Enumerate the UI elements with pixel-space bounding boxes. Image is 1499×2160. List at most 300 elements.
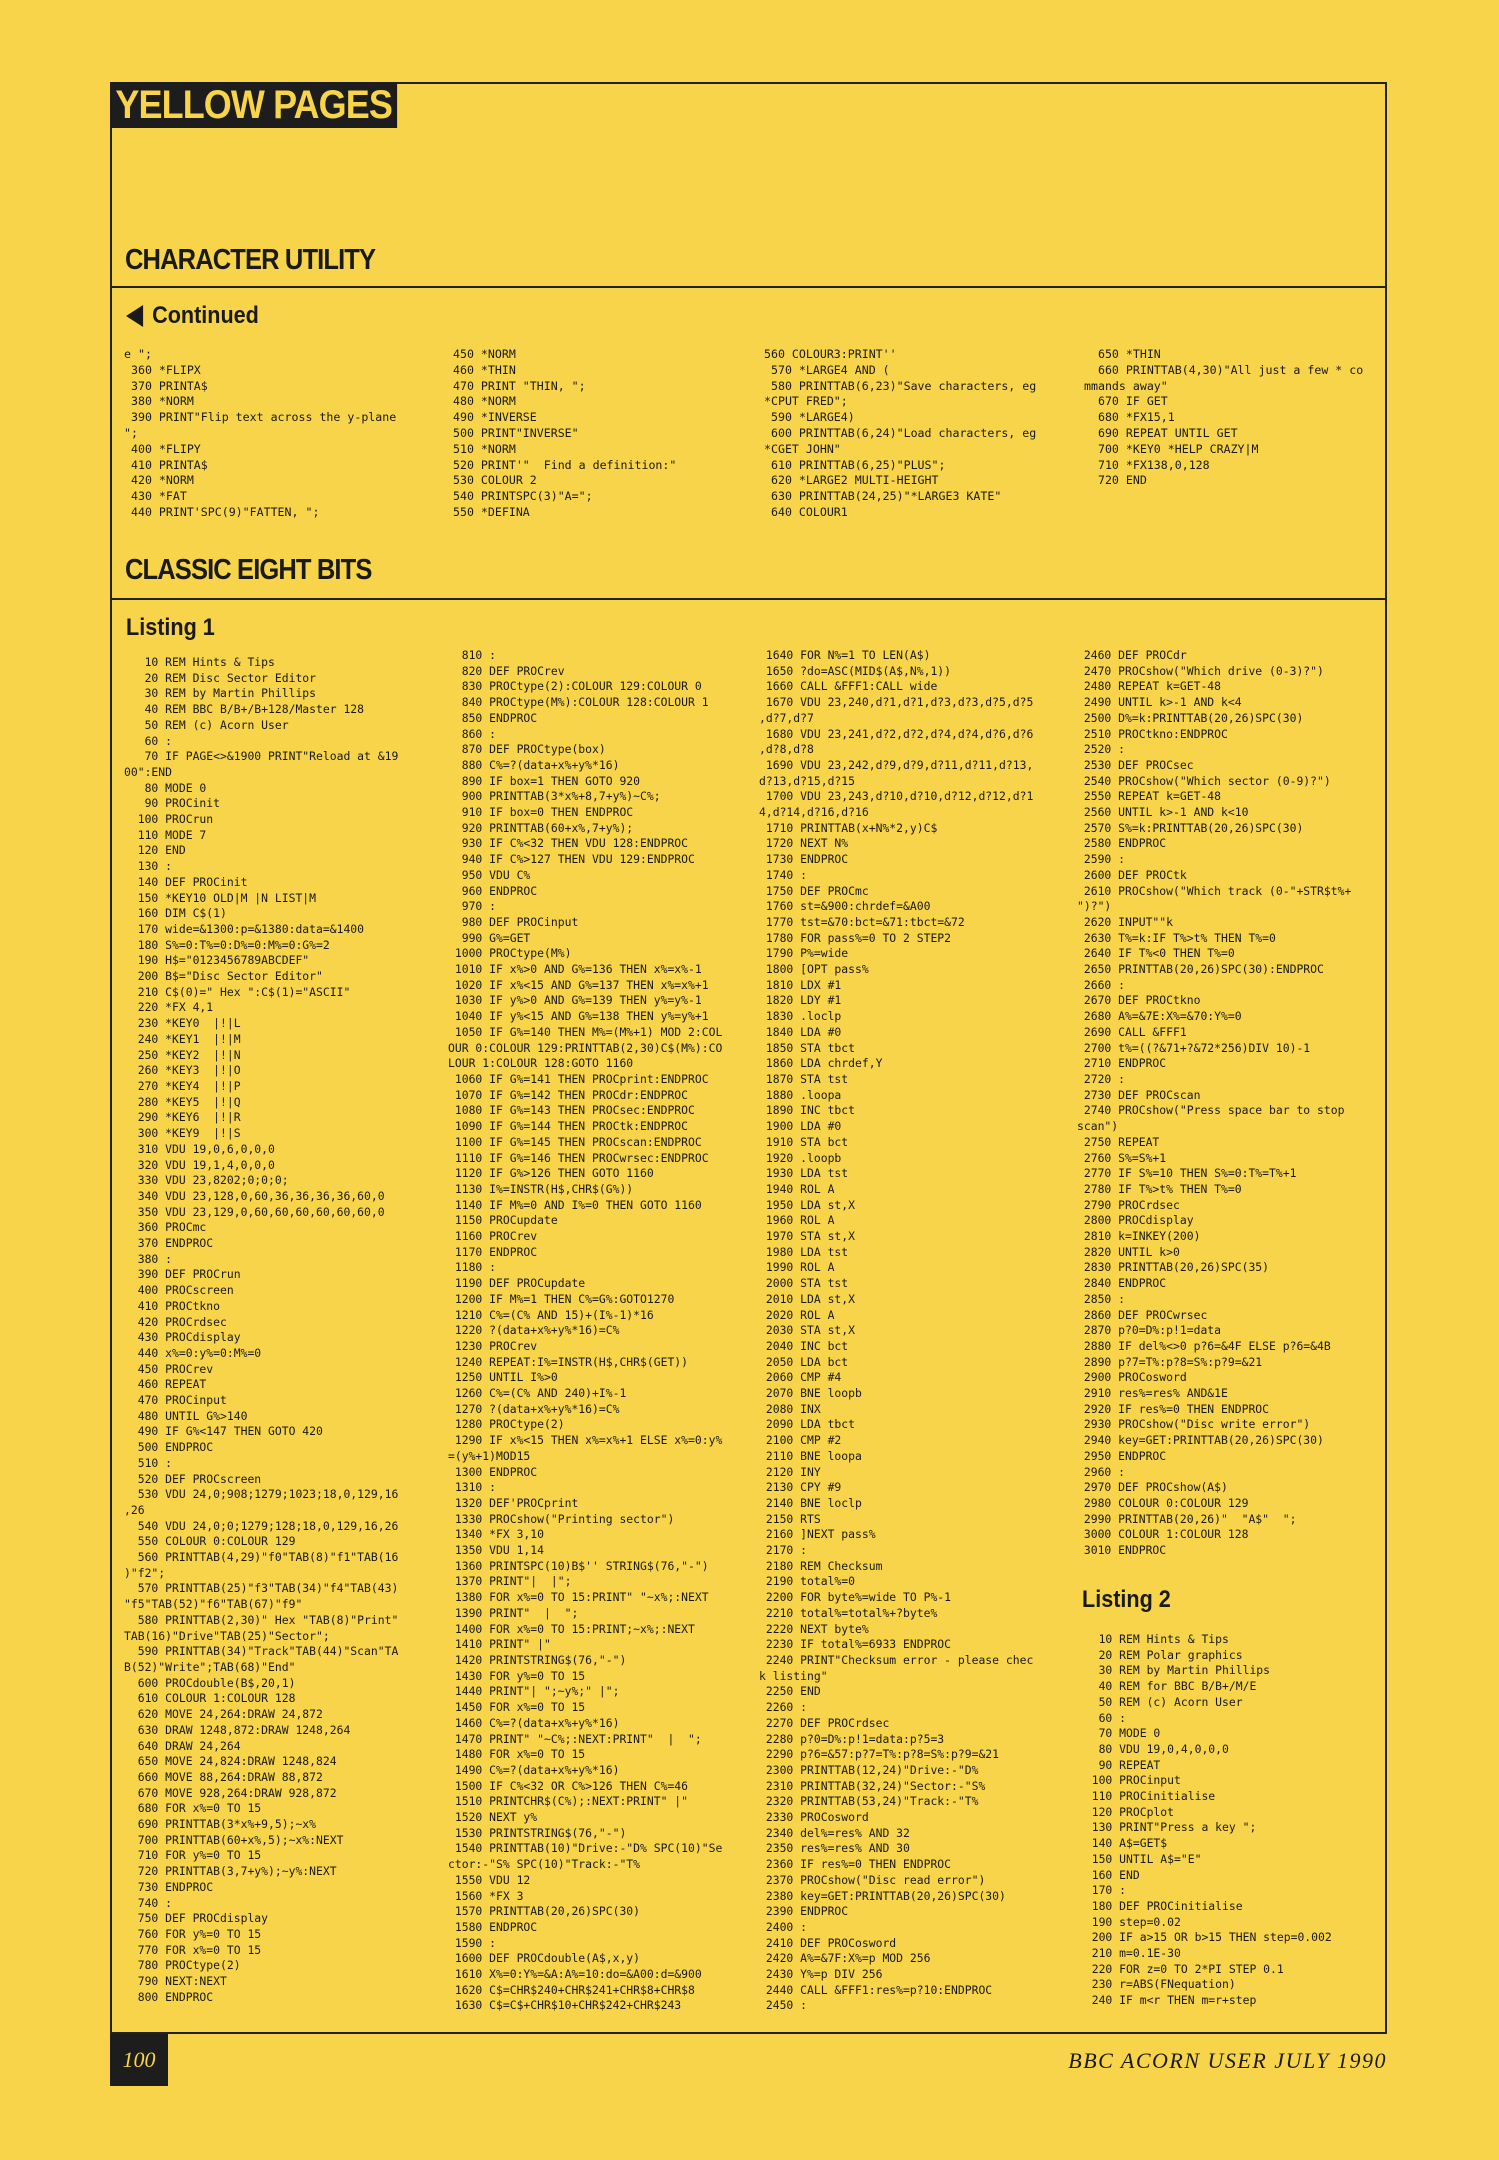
code-line: 1490 C%=?(data+x%+y%*16) (448, 1762, 620, 1777)
code-line: 2310 PRINTTAB(32,24)"Sector:-"S% (759, 1778, 986, 1793)
code-line: 480 *NORM (453, 394, 516, 409)
listing-2-heading: Listing 2 (1082, 1586, 1171, 1613)
code-line: 720 PRINTTAB(3,7+y%);~y%:NEXT (124, 1864, 337, 1879)
code-line: 1530 PRINTSTRING$(76,"-") (448, 1825, 627, 1840)
code-line: 2270 DEF PROCrdsec (759, 1715, 890, 1730)
code-line: 790 NEXT:NEXT (124, 1974, 227, 1989)
code-line: 120 END (124, 843, 186, 858)
code-line: 1590 : (448, 1935, 497, 1950)
code-line: 2370 PROCshow("Disc read error") (759, 1872, 986, 1887)
code-line: 890 IF box=1 THEN GOTO 920 (448, 773, 641, 788)
code-line: 590 PRINTTAB(34)"Track"TAB(44)"Scan"TA (124, 1644, 399, 1659)
code-line: 850 ENDPROC (448, 710, 538, 725)
code-line: 1810 LDX #1 (759, 977, 842, 992)
code-line: 2430 Y%=p DIV 256 (759, 1967, 883, 1982)
code-line: 1060 IF G%=141 THEN PROCprint:ENDPROC (448, 1071, 709, 1086)
code-line: 660 MOVE 88,264:DRAW 88,872 (124, 1769, 323, 1784)
code-line: 50 REM (c) Acorn User (124, 717, 289, 732)
code-line: 1820 LDY #1 (759, 993, 842, 1008)
code-line: 2290 p?6=&57:p?7=T%:p?8=S%:p?9=&21 (759, 1747, 1000, 1762)
code-line: 2380 key=GET:PRINTTAB(20,26)SPC(30) (759, 1888, 1006, 1903)
code-line: 1650 ?do=ASC(MID$(A$,N%,1)) (759, 663, 952, 678)
code-line: 880 C%=?(data+x%+y%*16) (448, 757, 620, 772)
code-line: 1090 IF G%=144 THEN PROCtk:ENDPROC (448, 1119, 689, 1134)
code-line: 550 COLOUR 0:COLOUR 129 (124, 1534, 296, 1549)
code-line: 00":END (124, 764, 173, 779)
code-line: 770 FOR x%=0 TO 15 (124, 1942, 262, 1957)
code-line: 1030 IF y%>0 AND G%=139 THEN y%=y%-1 (448, 993, 702, 1008)
code-line: 1240 REPEAT:I%=INSTR(H$,CHR$(GET)) (448, 1354, 689, 1369)
code-line: 170 : (1078, 1883, 1127, 1898)
code-line: 10 REM Hints & Tips (124, 655, 275, 669)
code-line: 490 IF G%<147 THEN GOTO 420 (124, 1424, 323, 1439)
code-line: 650 MOVE 24,824:DRAW 1248,824 (124, 1754, 337, 1769)
continued-heading (126, 302, 259, 330)
code-line: 1020 IF x%<15 AND G%=137 THEN x%=x%+1 (448, 977, 709, 992)
code-line: 470 PRINT "THIN, "; (453, 378, 586, 393)
code-line: 1160 PROCrev (448, 1229, 538, 1244)
code-line: 1180 : (448, 1260, 497, 1275)
code-line: 1970 STA st,X (759, 1229, 856, 1244)
code-line: 2170 : (759, 1543, 808, 1558)
code-line: 830 PROCtype(2):COLOUR 129:COLOUR 0 (448, 679, 702, 694)
code-line: 370 ENDPROC (124, 1236, 214, 1251)
code-line: 2950 ENDPROC (1077, 1448, 1167, 1463)
code-line: 1640 FOR N%=1 TO LEN(A$) (759, 648, 931, 662)
code-line: 1480 FOR x%=0 TO 15 (448, 1747, 586, 1762)
code-line: 680 FOR x%=0 TO 15 (124, 1801, 262, 1816)
code-line: 190 H$="0123456789ABCDEF" (124, 953, 310, 968)
code-line: 230 *KEY0 |!|L (124, 1016, 241, 1031)
code-line: 1870 STA tst (759, 1071, 849, 1086)
code-line: 110 PROCinitialise (1078, 1789, 1216, 1804)
code-line: 2780 IF T%>t% THEN T%=0 (1077, 1181, 1242, 1196)
code-column (124, 347, 396, 521)
code-line: 410 PROCtkno (124, 1298, 221, 1313)
code-line: 680 *FX15,1 (1084, 410, 1175, 425)
code-line: 70 MODE 0 (1078, 1726, 1161, 1741)
code-line: 1410 PRINT" |" (448, 1637, 551, 1652)
code-line: 240 IF m<r THEN m=r+step (1078, 1993, 1257, 2008)
code-line: 150 *KEY10 OLD|M |N LIST|M (124, 890, 317, 905)
code-line: 1550 VDU 12 (448, 1872, 531, 1887)
code-line: 2280 p?0=D%:p!1=data:p?5=3 (759, 1731, 945, 1746)
code-line: 580 PRINTTAB(2,30)" Hex "TAB(8)"Print" (124, 1612, 399, 1627)
code-line: 1560 *FX 3 (448, 1888, 524, 1903)
code-line: 2020 ROL A (759, 1307, 835, 1322)
code-line: 810 : (448, 648, 497, 662)
code-line: 200 B$="Disc Sector Editor" (124, 969, 323, 984)
code-line: 2620 INPUT""k (1077, 914, 1174, 929)
code-line: 1260 C%=(C% AND 240)+I%-1 (448, 1386, 627, 1401)
code-line: mmands away" (1084, 378, 1168, 393)
code-line: 1990 ROL A (759, 1260, 835, 1275)
code-line: 1170 ENDPROC (448, 1244, 538, 1259)
code-line: 280 *KEY5 |!|Q (124, 1094, 241, 1109)
code-line: 2320 PRINTTAB(53,24)"Track:-"T% (759, 1794, 979, 1809)
code-line: 1930 LDA tst (759, 1166, 849, 1181)
code-line: 1680 VDU 23,241,d?2,d?2,d?4,d?4,d?6,d?6 (759, 726, 1034, 741)
code-line: 630 DRAW 1248,872:DRAW 1248,264 (124, 1722, 351, 1737)
code-line: 1380 FOR x%=0 TO 15:PRINT" "~x%;:NEXT (448, 1590, 709, 1605)
code-line: *CPUT FRED"; (764, 394, 848, 409)
code-line: 570 PRINTTAB(25)"f3"TAB(34)"f4"TAB(43) (124, 1581, 399, 1596)
code-line: 2610 PROCshow("Which track (0-"+STR$t%+ (1077, 883, 1352, 898)
code-line: 2080 INX (759, 1401, 821, 1416)
code-line: 1670 VDU 23,240,d?1,d?1,d?3,d?3,d?5,d?5 (759, 695, 1034, 710)
code-line: 2980 COLOUR 0:COLOUR 129 (1077, 1495, 1249, 1510)
code-line: 2600 DEF PROCtk (1077, 867, 1187, 882)
code-line: 430 PROCdisplay (124, 1330, 241, 1345)
code-line: 2120 INY (759, 1464, 821, 1479)
code-line: "; (124, 425, 138, 440)
code-line: 1150 PROCupdate (448, 1213, 558, 1228)
code-line: 2540 PROCshow("Which sector (0-9)?") (1077, 773, 1331, 788)
code-line: 1790 P%=wide (759, 946, 849, 961)
code-line: 1800 [OPT pass% (759, 962, 869, 977)
code-line: 530 COLOUR 2 (453, 473, 537, 488)
code-line: 640 COLOUR1 (764, 504, 848, 519)
code-line: 1080 IF G%=143 THEN PROCsec:ENDPROC (448, 1103, 695, 1118)
code-line: 340 VDU 23,128,0,60,36,36,36,36,60,0 (124, 1188, 385, 1203)
code-line: 3010 ENDPROC (1077, 1543, 1167, 1558)
code-line: ")?") (1077, 899, 1112, 914)
code-line: 1330 PROCshow("Printing sector") (448, 1511, 675, 1526)
code-line: k listing" (759, 1668, 828, 1683)
code-line: LOUR 1:COLOUR 128:GOTO 1160 (448, 1056, 634, 1071)
code-line: 100 PROCrun (124, 812, 214, 827)
code-line: 560 PRINTTAB(4,29)"f0"TAB(8)"f1"TAB(16 (124, 1550, 399, 1565)
code-line: 330 VDU 23,8202;0;0;0; (124, 1173, 289, 1188)
code-line: 420 PROCrdsec (124, 1314, 227, 1329)
code-line: 1190 DEF PROCupdate (448, 1276, 586, 1291)
code-line: 2100 CMP #2 (759, 1433, 842, 1448)
code-line: 1040 IF y%<15 AND G%=138 THEN y%=y%+1 (448, 1009, 709, 1024)
code-line: 2590 : (1077, 852, 1126, 867)
code-line: 480 UNTIL G%>140 (124, 1408, 248, 1423)
code-line: 670 MOVE 928,264:DRAW 928,872 (124, 1785, 337, 1800)
code-line: 1270 ?(data+x%+y%*16)=C% (448, 1401, 620, 1416)
code-line: 230 r=ABS(FNequation) (1078, 1977, 1236, 1992)
code-line: 1470 PRINT" "~C%;:NEXT:PRINT" | "; (448, 1731, 702, 1746)
code-line: 660 PRINTTAB(4,30)"All just a few * co (1084, 362, 1364, 377)
code-line: 2960 : (1077, 1464, 1126, 1479)
code-line: 1350 VDU 1,14 (448, 1543, 545, 1558)
code-line: 300 *KEY9 |!|S (124, 1126, 241, 1141)
code-line: 2860 DEF PROCwrsec (1077, 1307, 1208, 1322)
code-line: 990 G%=GET (448, 930, 531, 945)
code-line: 1630 C$=C$+CHR$10+CHR$242+CHR$243 (448, 1998, 682, 2013)
code-line: 2330 PROCosword (759, 1810, 869, 1825)
code-line: 1770 tst=&70:bct=&71:tbct=&72 (759, 914, 965, 929)
code-line: 50 REM (c) Acorn User (1078, 1694, 1243, 1709)
code-line: 900 PRINTTAB(3*x%+8,7+y%)~C%; (448, 789, 661, 804)
code-line: 780 PROCtype(2) (124, 1958, 241, 1973)
code-line: 2030 STA st,X (759, 1323, 856, 1338)
code-line: 190 step=0.02 (1078, 1914, 1181, 1929)
code-line: 360 PROCmc (124, 1220, 207, 1235)
code-line: 450 PROCrev (124, 1361, 214, 1376)
code-line: 2690 CALL &FFF1 (1077, 1024, 1187, 1039)
code-line: 2970 DEF PROCshow(A$) (1077, 1480, 1228, 1495)
code-line: 2630 T%=k:IF T%>t% THEN T%=0 (1077, 930, 1276, 945)
code-line: 1690 VDU 23,242,d?9,d?9,d?11,d?11,d?13, (759, 757, 1034, 772)
code-line: 1760 st=&900:chrdef=&A00 (759, 899, 931, 914)
code-line: 2800 PROCdisplay (1077, 1213, 1194, 1228)
code-line: 400 PROCscreen (124, 1283, 234, 1298)
code-line: OUR 0:COLOUR 129:PRINTTAB(2,30)C$(M%):CO (448, 1040, 723, 1055)
code-line: 30 REM by Martin Phillips (124, 686, 317, 701)
code-line: 2850 : (1077, 1291, 1126, 1306)
code-line: 1100 IF G%=145 THEN PROCscan:ENDPROC (448, 1134, 702, 1149)
code-line: 2190 total%=0 (759, 1574, 856, 1589)
code-line: 2180 REM Checksum (759, 1558, 883, 1573)
code-column (759, 648, 1033, 2014)
code-line: 320 VDU 19,1,4,0,0,0 (124, 1157, 275, 1172)
code-line: 1320 DEF'PROCprint (448, 1495, 579, 1510)
section-title-character-utility: CHARACTER UTILITY (125, 244, 376, 276)
code-line: 2920 IF res%=0 THEN ENDPROC (1077, 1401, 1270, 1416)
code-line: =(y%+1)MOD15 (448, 1448, 531, 1463)
code-line: 1440 PRINT"| ";~y%;" |"; (448, 1684, 620, 1699)
code-line: 1900 LDA #0 (759, 1119, 842, 1134)
code-line: 2150 RTS (759, 1511, 821, 1526)
code-line: 1830 .loclp (759, 1009, 842, 1024)
code-line: 2940 key=GET:PRINTTAB(20,26)SPC(30) (1077, 1433, 1324, 1448)
code-line: ,26 (124, 1502, 145, 1517)
code-line: 490 *INVERSE (453, 410, 537, 425)
code-line: 1610 X%=0:Y%=&A:A%=10:do=&A00:d=&900 (448, 1967, 702, 1982)
code-line: 970 : (448, 899, 497, 914)
code-line: 960 ENDPROC (448, 883, 538, 898)
code-line: 1500 IF C%<32 OR C%>126 THEN C%=46 (448, 1778, 689, 1793)
code-line: 1780 FOR pass%=0 TO 2 STEP2 (759, 930, 952, 945)
code-line: 1840 LDA #0 (759, 1024, 842, 1039)
code-line: 930 IF C%<32 THEN VDU 128:ENDPROC (448, 836, 689, 851)
code-line: 2360 IF res%=0 THEN ENDPROC (759, 1857, 952, 1872)
code-column (453, 347, 676, 521)
code-line: 130 : (124, 859, 173, 874)
code-line: 40 REM for BBC B/B+/M/E (1078, 1679, 1257, 1694)
code-line: 310 VDU 19,0,6,0,0,0 (124, 1141, 275, 1156)
code-line: 2550 REPEAT k=GET-48 (1077, 789, 1222, 804)
code-line: 2050 LDA bct (759, 1354, 849, 1369)
code-line: 2670 DEF PROCtkno (1077, 993, 1201, 1008)
code-line: 440 x%=0:y%=0:M%=0 (124, 1345, 262, 1360)
code-line: 1740 : (759, 867, 808, 882)
code-line: 1880 .loopa (759, 1087, 842, 1102)
code-line: 60 : (1078, 1710, 1127, 1725)
code-line: 620 MOVE 24,264:DRAW 24,872 (124, 1707, 323, 1722)
code-line: 1070 IF G%=142 THEN PROCdr:ENDPROC (448, 1087, 689, 1102)
code-line: 210 C$(0)=" Hex ":C$(1)="ASCII" (124, 984, 351, 999)
code-line: 650 *THIN (1084, 347, 1161, 361)
code-line: 2530 DEF PROCsec (1077, 757, 1194, 772)
code-line: 1570 PRINTTAB(20,26)SPC(30) (448, 1904, 641, 1919)
code-line: 2640 IF T%<0 THEN T%=0 (1077, 946, 1235, 961)
code-line: TAB(16)"Drive"TAB(25)"Sector"; (124, 1628, 330, 1643)
code-line: 380 : (124, 1251, 173, 1266)
code-line: 940 IF C%>127 THEN VDU 129:ENDPROC (448, 852, 695, 867)
code-column (448, 648, 722, 2014)
code-line: 150 UNTIL A$="E" (1078, 1851, 1202, 1866)
code-line: 610 COLOUR 1:COLOUR 128 (124, 1691, 296, 1706)
code-line: 1250 UNTIL I%>0 (448, 1370, 558, 1385)
code-column (764, 347, 1036, 521)
code-line: 4,d?14,d?16,d?16 (759, 805, 869, 820)
code-line: 910 IF box=0 THEN ENDPROC (448, 805, 634, 820)
code-line: 2260 : (759, 1700, 808, 1715)
code-line: 80 VDU 19,0,4,0,0,0 (1078, 1741, 1229, 1756)
code-line: 840 PROCtype(M%):COLOUR 128:COLOUR 1 (448, 695, 709, 710)
code-line: 1730 ENDPROC (759, 852, 849, 867)
code-line: 2750 REPEAT (1077, 1134, 1160, 1149)
code-line: 530 VDU 24,0;908;1279;1023;18,0,129,16 (124, 1487, 399, 1502)
code-line: 540 VDU 24,0;0;1279;128;18,0,129,16,26 (124, 1518, 399, 1533)
code-line: 550 *DEFINA (453, 504, 530, 519)
code-line: 570 *LARGE4 AND ( (764, 362, 890, 377)
code-line: 710 *FX138,0,128 (1084, 457, 1210, 472)
code-line: 1450 FOR x%=0 TO 15 (448, 1700, 586, 1715)
code-column (1078, 1632, 1332, 2009)
code-line: 510 : (124, 1455, 173, 1470)
code-line: "f5"TAB(52)"f6"TAB(67)"f9" (124, 1597, 303, 1612)
code-line: 1120 IF G%>126 THEN GOTO 1160 (448, 1166, 654, 1181)
code-line: 1400 FOR x%=0 TO 15:PRINT;~x%;:NEXT (448, 1621, 695, 1636)
code-line: ,d?7,d?7 (759, 710, 814, 725)
code-column (1077, 648, 1351, 1559)
listing-1-heading: Listing 1 (126, 614, 215, 641)
code-line: 2480 REPEAT k=GET-48 (1077, 679, 1222, 694)
code-line: 2000 STA tst (759, 1276, 849, 1291)
code-line: 2890 p?7=T%:p?8=S%:p?9=&21 (1077, 1354, 1263, 1369)
code-line: 2230 IF total%=6933 ENDPROC (759, 1637, 952, 1652)
code-line: 2440 CALL &FFF1:res%=p?10:ENDPROC (759, 1982, 993, 1997)
code-line: 580 PRINTTAB(6,23)"Save characters, eg (764, 378, 1037, 393)
code-line: 2130 CPY #9 (759, 1480, 842, 1495)
code-line: 180 S%=0:T%=0:D%=0:M%=0:G%=2 (124, 937, 330, 952)
code-line: 2910 res%=res% AND&1E (1077, 1386, 1228, 1401)
code-line: 2470 PROCshow("Which drive (0-3)?") (1077, 663, 1324, 678)
code-line: 2770 IF S%=10 THEN S%=0:T%=T%+1 (1077, 1166, 1297, 1181)
code-line: *CGET JOHN" (764, 441, 841, 456)
code-line: 270 *KEY4 |!|P (124, 1078, 241, 1093)
code-line: 2510 PROCtkno:ENDPROC (1077, 726, 1228, 741)
code-line: 2490 UNTIL k>-1 AND k<4 (1077, 695, 1242, 710)
code-line: 40 REM BBC B/B+/B+128/Master 128 (124, 702, 365, 717)
code-line: 500 PRINT"INVERSE" (453, 425, 579, 440)
code-line: 2010 LDA st,X (759, 1291, 856, 1306)
code-line: 590 *LARGE4) (764, 410, 855, 425)
code-line: ,d?8,d?8 (759, 742, 814, 757)
section-title-classic-eight-bits: CLASSIC EIGHT BITS (125, 554, 372, 586)
code-line: scan") (1077, 1119, 1119, 1134)
code-line: 10 REM Hints & Tips (1078, 1632, 1229, 1646)
code-line: 250 *KEY2 |!|N (124, 1047, 241, 1062)
code-line: 1860 LDA chrdef,Y (759, 1056, 883, 1071)
code-line: 1360 PRINTSPC(10)B$'' STRING$(76,"-") (448, 1558, 709, 1573)
code-line: 90 PROCinit (124, 796, 221, 811)
code-line: 1000 PROCtype(M%) (448, 946, 572, 961)
code-line: 730 ENDPROC (124, 1879, 214, 1894)
code-line: 290 *KEY6 |!|R (124, 1110, 241, 1125)
code-line: 390 DEF PROCrun (124, 1267, 241, 1282)
code-line: 360 *FLIPX (124, 362, 201, 377)
code-line: d?13,d?15,d?15 (759, 773, 856, 788)
code-line: 2650 PRINTTAB(20,26)SPC(30):ENDPROC (1077, 962, 1324, 977)
code-line: 220 *FX 4,1 (124, 1000, 214, 1015)
code-line: 20 REM Disc Sector Editor (124, 670, 317, 685)
code-line: 450 *NORM (453, 347, 516, 361)
code-line: 2350 res%=res% AND 30 (759, 1841, 910, 1856)
code-line: 110 MODE 7 (124, 827, 207, 842)
code-line: 1430 FOR y%=0 TO 15 (448, 1668, 586, 1683)
code-line: 2340 del%=res% AND 32 (759, 1825, 910, 1840)
code-line: 1390 PRINT" | "; (448, 1605, 579, 1620)
code-line: 460 *THIN (453, 362, 516, 377)
code-line: 1720 NEXT N% (759, 836, 849, 851)
code-line: 220 FOR z=0 TO 2*PI STEP 0.1 (1078, 1961, 1284, 1976)
code-line: 2200 FOR byte%=wide TO P%-1 (759, 1590, 952, 1605)
code-line: 600 PRINTTAB(6,24)"Load characters, eg (764, 425, 1037, 440)
code-line: 2070 BNE loopb (759, 1386, 862, 1401)
code-line: 1950 LDA st,X (759, 1197, 856, 1212)
code-line: 130 PRINT"Press a key "; (1078, 1820, 1257, 1835)
code-line: 1010 IF x%>0 AND G%=136 THEN x%=x%-1 (448, 962, 702, 977)
code-line: 1300 ENDPROC (448, 1464, 538, 1479)
code-line: 70 IF PAGE<>&1900 PRINT"Reload at &19 (124, 749, 399, 764)
code-line: 2680 A%=&7E:X%=&70:Y%=0 (1077, 1009, 1242, 1024)
code-line: 2060 CMP #4 (759, 1370, 842, 1385)
code-line: 610 PRINTTAB(6,25)"PLUS"; (764, 457, 946, 472)
code-line: 1980 LDA tst (759, 1244, 849, 1259)
code-line: 170 wide=&1300:p=&1380:data=&1400 (124, 921, 365, 936)
code-line: 1600 DEF PROCdouble(A$,x,y) (448, 1951, 641, 1966)
code-line: 2580 ENDPROC (1077, 836, 1167, 851)
code-line: 2220 NEXT byte% (759, 1621, 869, 1636)
code-line: 160 DIM C$(1) (124, 906, 227, 921)
code-line: 2210 total%=total%+?byte% (759, 1605, 938, 1620)
code-line: 2160 ]NEXT pass% (759, 1527, 876, 1542)
code-line: 2720 : (1077, 1071, 1126, 1086)
code-line: 1110 IF G%=146 THEN PROCwrsec:ENDPROC (448, 1150, 709, 1165)
code-line: 2560 UNTIL k>-1 AND k<10 (1077, 805, 1249, 820)
code-line: 2820 UNTIL k>0 (1077, 1244, 1180, 1259)
code-line: 2240 PRINT"Checksum error - please chec (759, 1653, 1034, 1667)
page-number: 100 (110, 2034, 168, 2086)
code-line: 1850 STA tbct (759, 1040, 856, 1055)
code-line: 2700 t%=((?&71+?&72*256)DIV 10)-1 (1077, 1040, 1311, 1055)
code-column (124, 655, 398, 2005)
code-line: 2870 p?0=D%:p!1=data (1077, 1323, 1222, 1338)
code-line: 690 PRINTTAB(3*x%+9,5);~x% (124, 1817, 317, 1832)
code-line: 1710 PRINTTAB(x+N%*2,y)C$ (759, 820, 938, 835)
code-line: 1750 DEF PROCmc (759, 883, 869, 898)
code-line: 720 END (1084, 473, 1147, 488)
code-line: 700 *KEY0 *HELP CRAZY|M (1084, 441, 1259, 456)
code-line: 820 DEF PROCrev (448, 663, 565, 678)
code-line: 620 *LARGE2 MULTI-HEIGHT (764, 473, 939, 488)
code-line: 700 PRINTTAB(60+x%,5);~x%:NEXT (124, 1832, 344, 1847)
code-line: 2420 A%=&7F:X%=p MOD 256 (759, 1951, 931, 1966)
code-line: 750 DEF PROCdisplay (124, 1911, 269, 1926)
code-line: 140 A$=GET$ (1078, 1836, 1168, 1851)
code-line: 560 COLOUR3:PRINT'' (764, 347, 897, 361)
code-line: 1510 PRINTCHR$(C%);:NEXT:PRINT" |" (448, 1794, 689, 1809)
code-line: 520 PRINT'" Find a definition:" (453, 457, 677, 472)
code-line: 100 PROCinput (1078, 1773, 1181, 1788)
code-line: e "; (124, 347, 152, 361)
